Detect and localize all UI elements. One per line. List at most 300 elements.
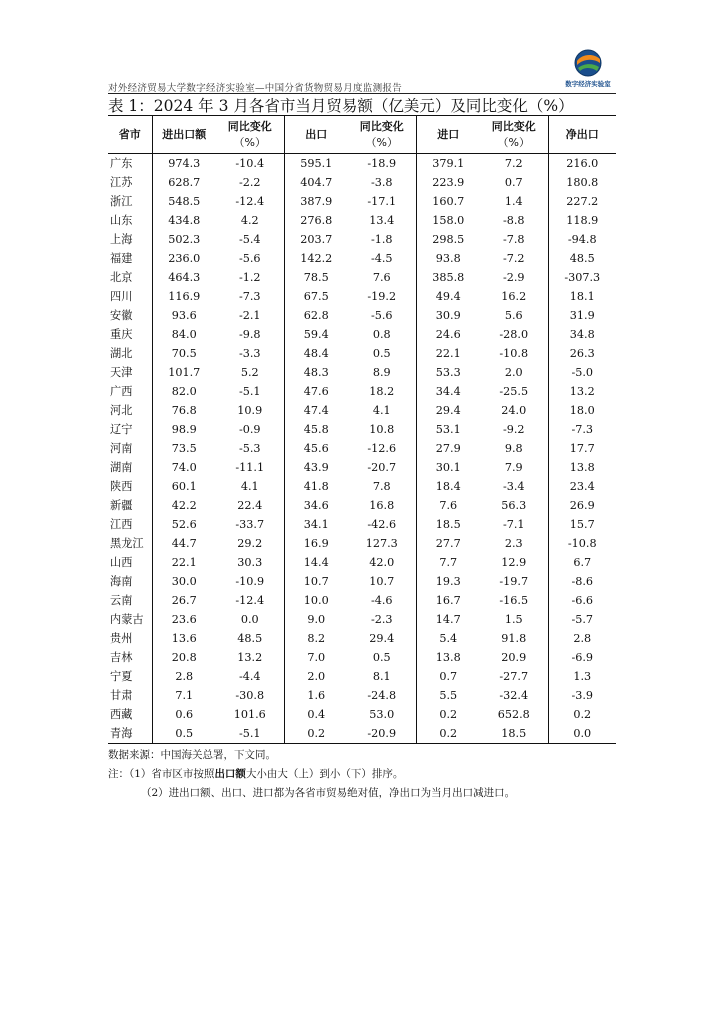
province-cell: 安徽	[110, 309, 133, 322]
table-row	[108, 230, 616, 249]
value-cell: 10.7	[369, 575, 395, 588]
province-cell: 福建	[110, 252, 133, 265]
table-title: 表 1：2024 年 3 月各省市当月贸易额（亿美元）及同比变化（%）	[108, 97, 574, 115]
value-cell: 9.8	[504, 442, 523, 455]
value-cell: 2.8	[152, 667, 216, 686]
value-cell: 236.0	[152, 249, 216, 268]
value-cell: 13.2	[237, 651, 263, 664]
value-cell: 8.2	[284, 629, 348, 648]
globe-logo-icon	[573, 48, 603, 78]
value-cell: -28.0	[499, 328, 529, 341]
value-cell: 31.9	[548, 306, 616, 325]
value-cell: -12.6	[367, 442, 397, 455]
value-cell: 14.4	[284, 553, 348, 572]
value-cell: 4.2	[240, 214, 259, 227]
value-cell: 34.8	[548, 325, 616, 344]
value-cell: -5.6	[238, 252, 261, 265]
table-row	[108, 268, 616, 287]
province-cell: 新疆	[110, 499, 133, 512]
province-cell: 湖南	[110, 461, 133, 474]
value-cell: 98.9	[152, 420, 216, 439]
value-cell: 44.7	[152, 534, 216, 553]
value-cell: 13.6	[152, 629, 216, 648]
value-cell: -1.2	[238, 271, 261, 284]
value-cell: 8.9	[372, 366, 391, 379]
table-row	[108, 211, 616, 230]
value-cell: 13.8	[416, 648, 480, 667]
value-cell: -2.3	[370, 613, 393, 626]
value-cell: -12.4	[235, 594, 265, 607]
value-cell: 0.5	[152, 724, 216, 744]
value-cell: 974.3	[152, 154, 216, 174]
value-cell: 52.6	[152, 515, 216, 534]
province-cell: 贵州	[110, 632, 133, 645]
value-cell: 70.5	[152, 344, 216, 363]
value-cell: 4.1	[372, 404, 391, 417]
value-cell: 464.3	[152, 268, 216, 287]
note-2: （2）进出口额、出口、进口都为各省市贸易绝对值，净出口为当月出口减进口。	[141, 787, 516, 799]
note-1-suffix: 大小由大（上）到小（下）排序。	[245, 768, 404, 780]
logo-text: 数字经济实验室	[565, 80, 611, 88]
value-cell: 385.8	[416, 268, 480, 287]
province-cell: 西藏	[110, 708, 133, 721]
lab-logo	[562, 48, 614, 92]
value-cell: -11.1	[235, 461, 265, 474]
value-cell: 160.7	[416, 192, 480, 211]
value-cell: -5.0	[548, 363, 616, 382]
value-cell: 180.8	[548, 173, 616, 192]
value-cell: -17.1	[367, 195, 397, 208]
value-cell: -10.8	[548, 534, 616, 553]
table-row	[108, 363, 616, 382]
value-cell: 0.8	[372, 328, 391, 341]
value-cell: 7.2	[504, 157, 523, 170]
table-row	[108, 496, 616, 515]
value-cell: -16.5	[499, 594, 529, 607]
value-cell: 0.6	[152, 705, 216, 724]
value-cell: -10.8	[499, 347, 529, 360]
province-cell: 广东	[110, 157, 133, 170]
value-cell: 227.2	[548, 192, 616, 211]
value-cell: -3.4	[502, 480, 525, 493]
table-row	[108, 173, 616, 192]
value-cell: -4.6	[370, 594, 393, 607]
value-cell: 5.5	[416, 686, 480, 705]
value-cell: 26.7	[152, 591, 216, 610]
table-row	[108, 306, 616, 325]
province-cell: 黑龙江	[110, 537, 144, 550]
value-cell: 30.3	[237, 556, 263, 569]
value-cell: 45.6	[284, 439, 348, 458]
note-1	[108, 765, 628, 784]
column-header-label: 净出口	[565, 127, 599, 141]
value-cell: 10.9	[237, 404, 263, 417]
value-cell: -24.8	[367, 689, 397, 702]
province-cell: 吉林	[110, 651, 133, 664]
value-cell: -4.4	[238, 670, 261, 683]
value-cell: 216.0	[548, 154, 616, 174]
value-cell: -2.2	[238, 176, 261, 189]
column-header-unit: （%）	[233, 135, 266, 149]
table-row	[108, 154, 616, 174]
province-cell: 辽宁	[110, 423, 133, 436]
value-cell: 7.9	[504, 461, 523, 474]
page-header	[108, 48, 616, 94]
value-cell: 118.9	[548, 211, 616, 230]
value-cell: 595.1	[284, 154, 348, 174]
value-cell: -5.7	[548, 610, 616, 629]
value-cell: 0.2	[548, 705, 616, 724]
value-cell: 7.1	[152, 686, 216, 705]
value-cell: 5.6	[504, 309, 523, 322]
value-cell: 67.5	[284, 287, 348, 306]
value-cell: -20.7	[367, 461, 397, 474]
province-cell: 四川	[110, 290, 133, 303]
value-cell: 652.8	[497, 708, 530, 721]
column-header	[152, 116, 216, 154]
value-cell: 29.4	[416, 401, 480, 420]
column-header-unit: （%）	[365, 135, 398, 149]
value-cell: 2.8	[548, 629, 616, 648]
value-cell: 30.9	[416, 306, 480, 325]
value-cell: -8.8	[502, 214, 525, 227]
value-cell: 53.0	[369, 708, 395, 721]
value-cell: 76.8	[152, 401, 216, 420]
value-cell: 628.7	[152, 173, 216, 192]
value-cell: 22.1	[416, 344, 480, 363]
column-header-label: 同比变化	[227, 119, 272, 133]
province-cell: 山西	[110, 556, 133, 569]
value-cell: 5.4	[416, 629, 480, 648]
value-cell: 502.3	[152, 230, 216, 249]
province-cell: 内蒙古	[110, 613, 144, 626]
value-cell: 27.9	[416, 439, 480, 458]
province-cell: 天津	[110, 366, 133, 379]
column-header	[284, 116, 348, 154]
column-header-label: 同比变化	[359, 119, 404, 133]
value-cell: 45.8	[284, 420, 348, 439]
value-cell: 93.8	[416, 249, 480, 268]
value-cell: 13.2	[548, 382, 616, 401]
province-cell: 海南	[110, 575, 133, 588]
value-cell: -32.4	[499, 689, 529, 702]
value-cell: -10.9	[235, 575, 265, 588]
value-cell: -1.8	[370, 233, 393, 246]
value-cell: 59.4	[284, 325, 348, 344]
value-cell: 7.7	[416, 553, 480, 572]
value-cell: 18.5	[416, 515, 480, 534]
value-cell: 48.3	[284, 363, 348, 382]
value-cell: 42.0	[369, 556, 395, 569]
column-header	[108, 116, 152, 154]
value-cell: 13.4	[369, 214, 395, 227]
value-cell: -6.6	[548, 591, 616, 610]
province-cell: 江苏	[110, 176, 133, 189]
value-cell: 84.0	[152, 325, 216, 344]
table-row	[108, 439, 616, 458]
value-cell: 7.6	[372, 271, 391, 284]
table-row	[108, 572, 616, 591]
value-cell: 41.8	[284, 477, 348, 496]
table-row	[108, 667, 616, 686]
value-cell: 1.6	[284, 686, 348, 705]
value-cell: 17.7	[548, 439, 616, 458]
value-cell: 18.4	[416, 477, 480, 496]
value-cell: 158.0	[416, 211, 480, 230]
value-cell: 101.6	[233, 708, 266, 721]
province-cell: 北京	[110, 271, 133, 284]
value-cell: -2.9	[502, 271, 525, 284]
province-cell: 宁夏	[110, 670, 133, 683]
value-cell: 20.8	[152, 648, 216, 667]
value-cell: -7.2	[502, 252, 525, 265]
value-cell: 387.9	[284, 192, 348, 211]
data-source-note: 数据来源：中国海关总署，下文同。	[108, 749, 276, 761]
table-row	[108, 629, 616, 648]
value-cell: 74.0	[152, 458, 216, 477]
value-cell: 2.0	[504, 366, 523, 379]
trade-table	[108, 115, 616, 744]
value-cell: 18.5	[480, 724, 548, 744]
value-cell: 34.6	[284, 496, 348, 515]
value-cell: 24.6	[416, 325, 480, 344]
value-cell: 34.4	[416, 382, 480, 401]
value-cell: -3.8	[370, 176, 393, 189]
value-cell: -3.9	[548, 686, 616, 705]
value-cell: 10.7	[284, 572, 348, 591]
value-cell: -10.4	[235, 157, 265, 170]
value-cell: 20.9	[501, 651, 527, 664]
value-cell: 26.3	[548, 344, 616, 363]
province-cell: 浙江	[110, 195, 133, 208]
table-row	[108, 705, 616, 724]
table-row	[108, 477, 616, 496]
value-cell: 6.7	[548, 553, 616, 572]
value-cell: 379.1	[416, 154, 480, 174]
province-cell: 山东	[110, 214, 133, 227]
column-header	[216, 116, 284, 154]
column-header	[548, 116, 616, 154]
value-cell: -307.3	[548, 268, 616, 287]
value-cell: -7.3	[238, 290, 261, 303]
value-cell: 34.1	[284, 515, 348, 534]
value-cell: -5.4	[238, 233, 261, 246]
value-cell: -30.8	[235, 689, 265, 702]
value-cell: 53.3	[416, 363, 480, 382]
value-cell: -0.9	[238, 423, 261, 436]
value-cell: 2.0	[284, 667, 348, 686]
value-cell: 116.9	[152, 287, 216, 306]
table-row	[108, 344, 616, 363]
value-cell: 16.7	[416, 591, 480, 610]
value-cell: -9.2	[502, 423, 525, 436]
value-cell: 53.1	[416, 420, 480, 439]
value-cell: 23.4	[548, 477, 616, 496]
value-cell: 42.2	[152, 496, 216, 515]
value-cell: 18.0	[548, 401, 616, 420]
value-cell: -5.6	[370, 309, 393, 322]
value-cell: -5.1	[238, 385, 261, 398]
value-cell: -18.9	[367, 157, 397, 170]
value-cell: -19.2	[367, 290, 397, 303]
value-cell: 12.9	[501, 556, 527, 569]
value-cell: 127.3	[365, 537, 398, 550]
table-row	[108, 458, 616, 477]
province-cell: 青海	[108, 724, 152, 744]
value-cell: 0.2	[416, 724, 480, 744]
value-cell: 19.3	[416, 572, 480, 591]
value-cell: 0.0	[548, 724, 616, 744]
value-cell: -3.3	[238, 347, 261, 360]
value-cell: 43.9	[284, 458, 348, 477]
value-cell: 4.1	[240, 480, 259, 493]
value-cell: 18.2	[369, 385, 395, 398]
value-cell: 7.8	[372, 480, 391, 493]
table-row	[108, 401, 616, 420]
value-cell: 18.1	[548, 287, 616, 306]
value-cell: 0.2	[416, 705, 480, 724]
value-cell: 27.7	[416, 534, 480, 553]
table-row	[108, 610, 616, 629]
value-cell: 16.8	[369, 499, 395, 512]
value-cell: 0.5	[372, 651, 391, 664]
value-cell: 91.8	[501, 632, 527, 645]
value-cell: 48.5	[237, 632, 263, 645]
column-header-label: 省市	[118, 127, 141, 141]
table-notes	[108, 746, 628, 803]
value-cell: 7.6	[416, 496, 480, 515]
province-cell: 甘肃	[110, 689, 133, 702]
value-cell: 404.7	[284, 173, 348, 192]
value-cell: -20.9	[348, 724, 416, 744]
value-cell: 14.7	[416, 610, 480, 629]
value-cell: 0.7	[504, 176, 523, 189]
value-cell: -33.7	[235, 518, 265, 531]
value-cell: 223.9	[416, 173, 480, 192]
value-cell: -7.3	[548, 420, 616, 439]
value-cell: 93.6	[152, 306, 216, 325]
value-cell: 48.4	[284, 344, 348, 363]
value-cell: 9.0	[284, 610, 348, 629]
table-row	[108, 553, 616, 572]
value-cell: 8.1	[372, 670, 391, 683]
value-cell: -27.7	[499, 670, 529, 683]
value-cell: -4.5	[370, 252, 393, 265]
province-cell: 陕西	[110, 480, 133, 493]
value-cell: 49.4	[416, 287, 480, 306]
value-cell: 101.7	[152, 363, 216, 382]
table-row	[108, 192, 616, 211]
value-cell: 24.0	[501, 404, 527, 417]
table-row	[108, 648, 616, 667]
value-cell: 22.1	[152, 553, 216, 572]
column-header	[348, 116, 416, 154]
value-cell: 60.1	[152, 477, 216, 496]
table-row	[108, 287, 616, 306]
value-cell: 30.0	[152, 572, 216, 591]
value-cell: 29.4	[369, 632, 395, 645]
value-cell: -25.5	[499, 385, 529, 398]
province-cell: 云南	[110, 594, 133, 607]
value-cell: 298.5	[416, 230, 480, 249]
table-row	[108, 724, 616, 744]
value-cell: 16.9	[284, 534, 348, 553]
column-header	[416, 116, 480, 154]
value-cell: -7.8	[502, 233, 525, 246]
value-cell: 47.6	[284, 382, 348, 401]
value-cell: 10.0	[284, 591, 348, 610]
value-cell: -2.1	[238, 309, 261, 322]
value-cell: -42.6	[367, 518, 397, 531]
value-cell: 0.4	[284, 705, 348, 724]
value-cell: 0.7	[416, 667, 480, 686]
value-cell: 434.8	[152, 211, 216, 230]
value-cell: 47.4	[284, 401, 348, 420]
value-cell: 0.0	[240, 613, 259, 626]
value-cell: 203.7	[284, 230, 348, 249]
value-cell: 56.3	[501, 499, 527, 512]
province-cell: 河南	[110, 442, 133, 455]
province-cell: 重庆	[110, 328, 133, 341]
table-row	[108, 515, 616, 534]
value-cell: 142.2	[284, 249, 348, 268]
value-cell: 10.8	[369, 423, 395, 436]
province-cell: 上海	[110, 233, 133, 246]
table-row	[108, 249, 616, 268]
value-cell: 29.2	[237, 537, 263, 550]
value-cell: -5.3	[238, 442, 261, 455]
province-cell: 湖北	[110, 347, 133, 360]
value-cell: 2.3	[504, 537, 523, 550]
value-cell: 13.8	[548, 458, 616, 477]
value-cell: 73.5	[152, 439, 216, 458]
table-row	[108, 420, 616, 439]
column-header	[480, 116, 548, 154]
table-row	[108, 382, 616, 401]
province-cell: 江西	[110, 518, 133, 531]
value-cell: 22.4	[237, 499, 263, 512]
table-row	[108, 686, 616, 705]
value-cell: 82.0	[152, 382, 216, 401]
province-cell: 广西	[110, 385, 133, 398]
value-cell: 23.6	[152, 610, 216, 629]
value-cell: 0.5	[372, 347, 391, 360]
value-cell: 1.4	[504, 195, 523, 208]
table-body	[108, 154, 616, 744]
value-cell: -6.9	[548, 648, 616, 667]
column-header-label: 出口	[305, 127, 328, 141]
table-row	[108, 534, 616, 553]
table-row	[108, 591, 616, 610]
value-cell: -7.1	[502, 518, 525, 531]
value-cell: -94.8	[548, 230, 616, 249]
column-header-label: 进口	[437, 127, 460, 141]
column-header-label: 进出口额	[162, 127, 207, 141]
province-cell: 河北	[110, 404, 133, 417]
note-1-bold: 出口额	[214, 768, 246, 780]
value-cell: 16.2	[501, 290, 527, 303]
value-cell: -8.6	[548, 572, 616, 591]
table-row	[108, 325, 616, 344]
column-header-unit: （%）	[497, 135, 530, 149]
value-cell: -12.4	[235, 195, 265, 208]
value-cell: -9.8	[238, 328, 261, 341]
header-text: 对外经济贸易大学数字经济实验室—中国分省货物贸易月度监测报告	[108, 83, 403, 94]
value-cell: 5.2	[240, 366, 259, 379]
value-cell: 7.0	[284, 648, 348, 667]
value-cell: 78.5	[284, 268, 348, 287]
value-cell: 1.3	[548, 667, 616, 686]
